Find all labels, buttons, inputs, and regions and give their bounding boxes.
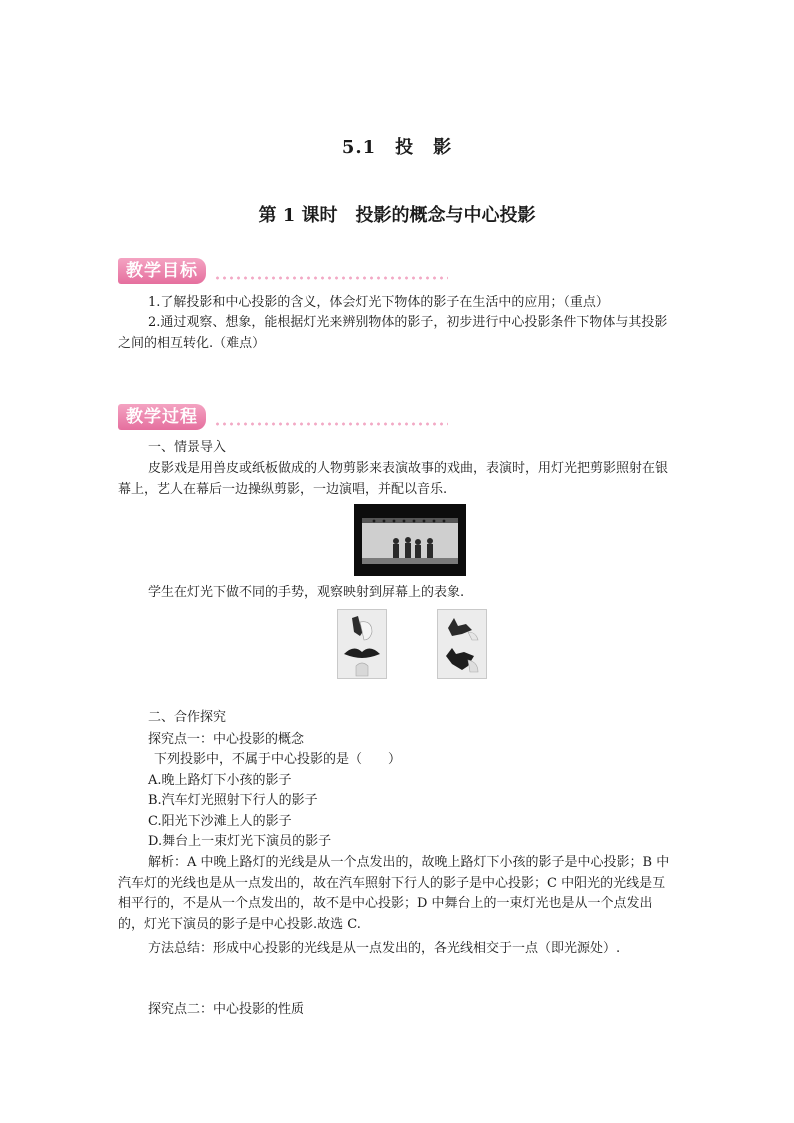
process-banner [118, 404, 448, 430]
goal-1: 1.了解投影和中心投影的含义，体会灯光下物体的影子在生活中的应用；（重点） [148, 295, 609, 310]
shadow-play-image [354, 504, 466, 576]
explore-point-2: 探究点二：中心投影的性质 [148, 1002, 305, 1017]
analysis-paragraph: 解析：A 中晚上路灯的光线是从一个点发出的，故晚上路灯下小孩的影子是中心投影；B 中汽车灯的光线也是从一点发出的，故在汽车照射下行人的影子是中心投影；C 中阳光的光线是互相平行的，不是从一个点发出的，故不是中心投影；D 中舞台上的一束灯光也是从一个点发出的，灯光下演员的影子是中心投影.故选 C. [118, 855, 670, 932]
hand-shadow-left-illustration [338, 610, 386, 678]
explore-heading: 二、合作探究 [148, 710, 227, 725]
banner-dots [214, 276, 448, 280]
question-text: 下列投影中，不属于中心投影的是（ ） [154, 752, 402, 767]
intro-paragraph: 皮影戏是用兽皮或纸板做成的人物剪影来表演故事的戏曲，表演时，用灯光把剪影照射在银幕上，艺人在幕后一边操纵剪影，一边演唱，并配以音乐. [118, 461, 669, 497]
lesson-subtitle: 第 1 课时 投影的概念与中心投影 [258, 205, 536, 226]
explore-point-1: 探究点一：中心投影的概念 [148, 732, 305, 747]
option-b: B.汽车灯光照射下行人的影子 [148, 793, 318, 808]
option-d: D.舞台上一束灯光下演员的影子 [148, 834, 332, 849]
intro-paragraph-2: 学生在灯光下做不同的手势，观察映射到屏幕上的表象. [148, 585, 465, 600]
option-c: C.阳光下沙滩上人的影子 [148, 814, 292, 829]
page-title: 5.1 投 影 [341, 137, 453, 158]
method-summary: 方法总结：形成中心投影的光线是从一点发出的，各光线相交于一点（即光源处）. [148, 941, 621, 956]
process-label: 教学过程 [118, 404, 206, 430]
goals-banner [118, 258, 448, 284]
hand-shadow-right-illustration [438, 610, 486, 678]
hand-shadow-card-right [437, 609, 487, 679]
intro-heading: 一、情景导入 [148, 440, 227, 455]
banner-dots [214, 422, 448, 426]
shadow-play-illustration [354, 504, 466, 576]
option-a: A.晚上路灯下小孩的影子 [148, 773, 292, 788]
hand-shadow-card-left [337, 609, 387, 679]
goals-label: 教学目标 [118, 258, 206, 284]
goal-2: 2.通过观察、想象，能根据灯光来辨别物体的影子，初步进行中心投影条件下物体与其投影之间的相互转化.（难点） [118, 315, 668, 351]
